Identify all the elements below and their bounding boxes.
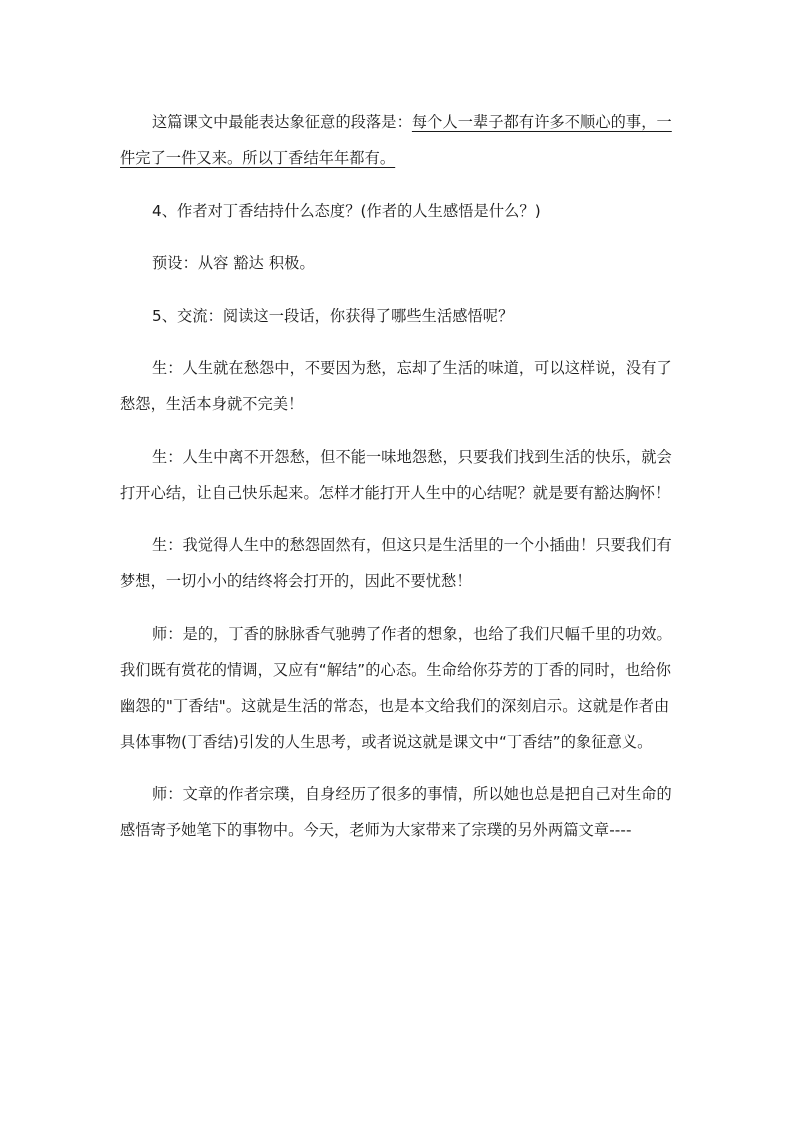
student-answer-1: 生：人生就在愁怨中，不要因为愁，忘却了生活的味道，可以这样说，没有了愁怨，生活本身就不完美！ [120, 359, 672, 413]
preset-answer: 预设：从容 豁达 积极。 [152, 254, 315, 272]
student-answer-2: 生：人生中离不开怨愁，但不能一味地怨愁，只要我们找到生活的快乐，就会打开心结，让自己快乐起来。怎样才能打开人生中的心结呢？就是要有豁达胸怀！ [120, 447, 672, 502]
paragraph-lead: 这篇课文中最能表达象征意的段落是： [152, 113, 412, 131]
paragraph-symbolism [120, 104, 680, 176]
underlined-quote: 每个人一辈子都有许多不顺心的事，一件完了一件又来。所以丁香结年年都有。 [120, 113, 672, 167]
document-body [120, 104, 680, 865]
question-5: 5、交流：阅读这一段话，你获得了哪些生活感悟呢？ [152, 306, 514, 325]
student-answer-3: 生：我觉得人生中的愁怨固然有，但这只是生活里的一个小插曲！只要我们有梦想，一切小小的结终将会打开的，因此不要忧愁！ [120, 536, 672, 590]
teacher-remark-1: 师：是的，丁香的脉脉香气驰骋了作者的想象，也给了我们尺幅千里的功效。我们既有赏花的情调，又应有“解结”的心态。生命给你芬芳的丁香的同时，也给你幽怨的"丁香结"。这就是生活的常态，也是本文给我们的深刻启示。这就是作者由具体事物(丁香结)引发的人生思考，或者说这就是课文中“丁香结”的象征意义。 [120, 624, 672, 751]
question-4: 4、作者对丁香结持什么态度？(作者的人生感悟是什么？) [152, 201, 541, 220]
teacher-remark-2: 师：文章的作者宗璞，自身经历了很多的事情，所以她也总是把自己对生命的感悟寄予她笔下的事物中。今天，老师为大家带来了宗璞的另外两篇文章---- [120, 785, 672, 839]
